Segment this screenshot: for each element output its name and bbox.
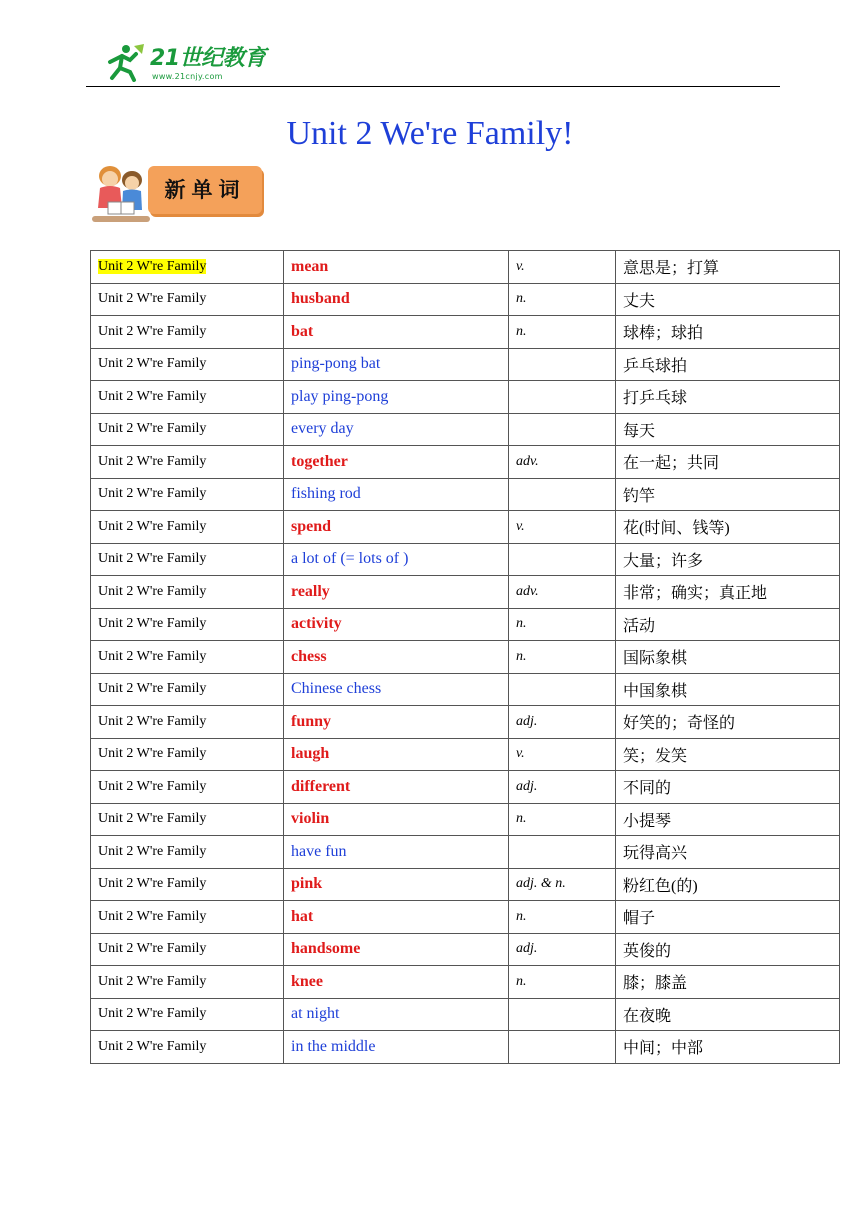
table-row: [91, 641, 840, 674]
meaning-cell: 膝；膝盖: [616, 966, 840, 999]
table-row: [91, 1031, 840, 1064]
unit-cell: [91, 251, 284, 284]
unit-cell: Unit 2 W're Family: [91, 1031, 284, 1064]
unit-cell: Unit 2 W're Family: [91, 381, 284, 414]
section-label: 新单词: [164, 178, 246, 202]
unit-cell: Unit 2 W're Family: [91, 478, 284, 511]
part-of-speech-cell: adj.: [509, 933, 616, 966]
unit-cell: Unit 2 W're Family: [91, 966, 284, 999]
table-row: [91, 511, 840, 544]
table-row: [91, 608, 840, 641]
meaning-cell: 意思是；打算: [616, 251, 840, 284]
part-of-speech-cell: [509, 673, 616, 706]
page-title: Unit 2 We're Family!: [286, 115, 574, 152]
part-of-speech-cell: v.: [509, 738, 616, 771]
word-cell: laugh: [284, 738, 509, 771]
table-row: [91, 868, 840, 901]
table-row: [91, 933, 840, 966]
table-row: [91, 673, 840, 706]
meaning-cell: 玩得高兴: [616, 836, 840, 869]
word-cell: a lot of (= lots of ): [284, 543, 509, 576]
meaning-cell: 非常；确实；真正地: [616, 576, 840, 609]
word-cell: fishing rod: [284, 478, 509, 511]
word-cell: knee: [284, 966, 509, 999]
meaning-cell: 中间；中部: [616, 1031, 840, 1064]
word-cell: violin: [284, 803, 509, 836]
part-of-speech-cell: [509, 1031, 616, 1064]
word-cell: hat: [284, 901, 509, 934]
word-cell: play ping-pong: [284, 381, 509, 414]
meaning-cell: 打乒乓球: [616, 381, 840, 414]
part-of-speech-cell: n.: [509, 966, 616, 999]
unit-cell: Unit 2 W're Family: [91, 998, 284, 1031]
part-of-speech-cell: n.: [509, 641, 616, 674]
part-of-speech-cell: [509, 543, 616, 576]
meaning-cell: 花(时间、钱等): [616, 511, 840, 544]
table-row: [91, 543, 840, 576]
unit-cell: Unit 2 W're Family: [91, 446, 284, 479]
vocabulary-table-body: [91, 251, 840, 1064]
word-cell: husband: [284, 283, 509, 316]
meaning-cell: 粉红色(的): [616, 868, 840, 901]
table-row: [91, 348, 840, 381]
page-header: [86, 38, 780, 87]
unit-cell: Unit 2 W're Family: [91, 738, 284, 771]
table-row: [91, 998, 840, 1031]
table-row: [91, 251, 840, 284]
meaning-cell: 活动: [616, 608, 840, 641]
part-of-speech-cell: n.: [509, 803, 616, 836]
part-of-speech-cell: n.: [509, 316, 616, 349]
word-cell: funny: [284, 706, 509, 739]
meaning-cell: 英俊的: [616, 933, 840, 966]
table-row: [91, 901, 840, 934]
table-row: [91, 836, 840, 869]
meaning-cell: 笑；发笑: [616, 738, 840, 771]
meaning-cell: 国际象棋: [616, 641, 840, 674]
unit-cell: Unit 2 W're Family: [91, 641, 284, 674]
meaning-cell: 大量；许多: [616, 543, 840, 576]
part-of-speech-cell: [509, 381, 616, 414]
part-of-speech-cell: [509, 348, 616, 381]
table-row: [91, 381, 840, 414]
unit-cell: Unit 2 W're Family: [91, 868, 284, 901]
kids-reading-icon: [86, 158, 156, 228]
unit-cell: Unit 2 W're Family: [91, 608, 284, 641]
part-of-speech-cell: v.: [509, 511, 616, 544]
part-of-speech-cell: adv.: [509, 576, 616, 609]
part-of-speech-cell: adj.: [509, 706, 616, 739]
part-of-speech-cell: n.: [509, 283, 616, 316]
vocabulary-table: [90, 250, 840, 1064]
table-row: [91, 738, 840, 771]
meaning-cell: 钓竿: [616, 478, 840, 511]
meaning-cell: 球棒；球拍: [616, 316, 840, 349]
unit-cell: Unit 2 W're Family: [91, 348, 284, 381]
part-of-speech-cell: [509, 998, 616, 1031]
unit-cell: Unit 2 W're Family: [91, 543, 284, 576]
meaning-cell: 小提琴: [616, 803, 840, 836]
meaning-cell: 乒乓球拍: [616, 348, 840, 381]
word-cell: in the middle: [284, 1031, 509, 1064]
meaning-cell: 好笑的；奇怪的: [616, 706, 840, 739]
part-of-speech-cell: [509, 413, 616, 446]
runner-icon: [104, 42, 148, 82]
word-cell: really: [284, 576, 509, 609]
word-cell: every day: [284, 413, 509, 446]
highlighted-unit-text: Unit 2 W're Family: [98, 258, 207, 274]
word-cell: together: [284, 446, 509, 479]
unit-cell: Unit 2 W're Family: [91, 706, 284, 739]
part-of-speech-cell: n.: [509, 901, 616, 934]
word-cell: pink: [284, 868, 509, 901]
logo-url: www.21cnjy.com: [152, 72, 223, 81]
word-cell: activity: [284, 608, 509, 641]
table-row: [91, 771, 840, 804]
word-cell: bat: [284, 316, 509, 349]
part-of-speech-cell: adj. & n.: [509, 868, 616, 901]
table-row: [91, 283, 840, 316]
table-row: [91, 706, 840, 739]
part-of-speech-cell: adv.: [509, 446, 616, 479]
section-banner: [86, 158, 266, 228]
meaning-cell: 中国象棋: [616, 673, 840, 706]
table-row: [91, 803, 840, 836]
table-row: [91, 413, 840, 446]
word-cell: at night: [284, 998, 509, 1031]
table-row: [91, 478, 840, 511]
word-cell: spend: [284, 511, 509, 544]
unit-cell: Unit 2 W're Family: [91, 771, 284, 804]
word-cell: handsome: [284, 933, 509, 966]
logo-text: 21世纪教育: [150, 46, 266, 71]
table-row: [91, 576, 840, 609]
meaning-cell: 不同的: [616, 771, 840, 804]
meaning-cell: 帽子: [616, 901, 840, 934]
word-cell: have fun: [284, 836, 509, 869]
unit-cell: Unit 2 W're Family: [91, 836, 284, 869]
unit-cell: Unit 2 W're Family: [91, 316, 284, 349]
meaning-cell: 在一起；共同: [616, 446, 840, 479]
word-cell: ping-pong bat: [284, 348, 509, 381]
part-of-speech-cell: adj.: [509, 771, 616, 804]
unit-cell: Unit 2 W're Family: [91, 901, 284, 934]
table-row: [91, 966, 840, 999]
word-cell: mean: [284, 251, 509, 284]
unit-cell: Unit 2 W're Family: [91, 413, 284, 446]
section-tab: [148, 166, 262, 214]
table-row: [91, 446, 840, 479]
part-of-speech-cell: [509, 478, 616, 511]
unit-cell: Unit 2 W're Family: [91, 933, 284, 966]
unit-cell: Unit 2 W're Family: [91, 803, 284, 836]
part-of-speech-cell: n.: [509, 608, 616, 641]
word-cell: chess: [284, 641, 509, 674]
unit-cell: Unit 2 W're Family: [91, 576, 284, 609]
unit-cell: Unit 2 W're Family: [91, 283, 284, 316]
part-of-speech-cell: [509, 836, 616, 869]
word-cell: different: [284, 771, 509, 804]
part-of-speech-cell: v.: [509, 251, 616, 284]
word-cell: Chinese chess: [284, 673, 509, 706]
meaning-cell: 在夜晚: [616, 998, 840, 1031]
table-row: [91, 316, 840, 349]
meaning-cell: 每天: [616, 413, 840, 446]
meaning-cell: 丈夫: [616, 283, 840, 316]
site-logo: [104, 42, 304, 84]
unit-cell: Unit 2 W're Family: [91, 673, 284, 706]
unit-cell: Unit 2 W're Family: [91, 511, 284, 544]
